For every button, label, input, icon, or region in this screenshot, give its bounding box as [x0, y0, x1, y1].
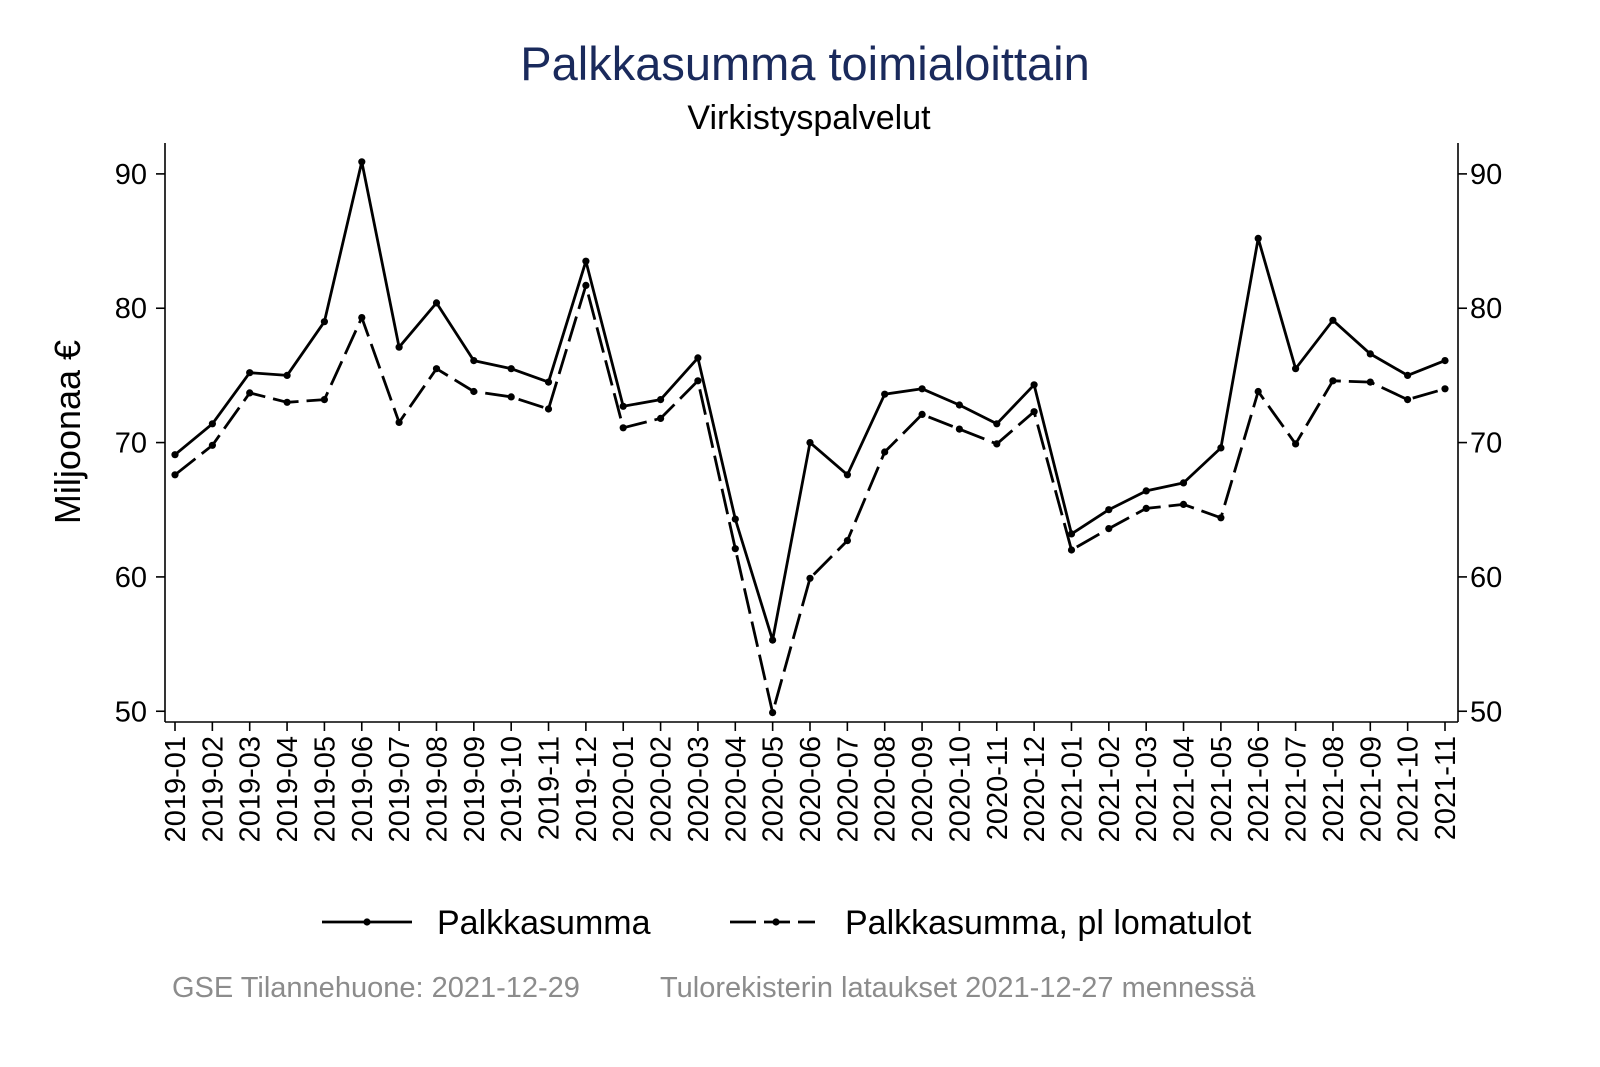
chart-title: Palkkasumma toimialoittain — [520, 37, 1090, 90]
x-tick-label: 2021-07 — [1280, 736, 1313, 843]
data-point-palkkasumma — [806, 439, 813, 446]
data-point-palkkasumma-pl-lomatulot — [1329, 377, 1336, 384]
data-point-palkkasumma — [1404, 372, 1411, 379]
data-point-palkkasumma — [956, 401, 963, 408]
data-point-palkkasumma — [545, 379, 552, 386]
data-point-palkkasumma-pl-lomatulot — [1217, 514, 1224, 521]
data-point-palkkasumma — [1105, 506, 1112, 513]
data-point-palkkasumma-pl-lomatulot — [433, 365, 440, 372]
data-point-palkkasumma-pl-lomatulot — [993, 440, 1000, 447]
x-tick-label: 2019-10 — [496, 736, 529, 843]
y-tick-label-right: 50 — [1470, 696, 1503, 729]
data-point-palkkasumma — [508, 365, 515, 372]
legend-item-palkkasumma — [322, 904, 651, 942]
x-tick-label: 2019-01 — [160, 736, 192, 843]
x-tick-label: 2021-09 — [1355, 736, 1388, 843]
data-point-palkkasumma — [1367, 350, 1374, 357]
y-tick-label-right: 80 — [1470, 293, 1503, 326]
x-tick-label: 2020-08 — [869, 736, 902, 843]
x-tick-label: 2020-07 — [832, 736, 865, 843]
x-tick-label: 2019-06 — [346, 736, 379, 843]
data-point-palkkasumma-pl-lomatulot — [956, 426, 963, 433]
data-point-palkkasumma-pl-lomatulot — [769, 709, 776, 716]
data-point-palkkasumma-pl-lomatulot — [508, 393, 515, 400]
x-tick-label: 2021-08 — [1317, 736, 1350, 843]
data-point-palkkasumma-pl-lomatulot — [246, 389, 253, 396]
data-point-palkkasumma-pl-lomatulot — [582, 282, 589, 289]
data-point-palkkasumma — [881, 391, 888, 398]
data-point-palkkasumma-pl-lomatulot — [881, 448, 888, 455]
series-palkkasumma — [171, 158, 1448, 644]
data-point-palkkasumma-pl-lomatulot — [732, 545, 739, 552]
x-tick-label: 2019-07 — [384, 736, 417, 843]
legend-solid-marker — [363, 918, 370, 925]
data-point-palkkasumma-pl-lomatulot — [470, 388, 477, 395]
x-tick-label: 2020-09 — [907, 736, 940, 843]
legend-item-palkkasumma-pl-lomatulot — [730, 904, 1252, 942]
data-point-palkkasumma — [1292, 365, 1299, 372]
data-point-palkkasumma — [620, 403, 627, 410]
x-tick-label: 2019-11 — [533, 736, 566, 841]
data-point-palkkasumma — [1217, 444, 1224, 451]
data-point-palkkasumma — [582, 258, 589, 265]
data-point-palkkasumma-pl-lomatulot — [806, 575, 813, 582]
data-point-palkkasumma-pl-lomatulot — [1292, 440, 1299, 447]
footer — [172, 972, 1256, 1004]
data-point-palkkasumma-pl-lomatulot — [657, 415, 664, 422]
data-point-palkkasumma — [657, 396, 664, 403]
footer-date-note: GSE Tilannehuone: 2021-12-29 — [172, 972, 580, 1004]
footer-source-note: Tulorekisterin lataukset 2021-12-27 mennessä — [660, 972, 1256, 1004]
y-tick-label-left: 80 — [114, 293, 147, 326]
data-point-palkkasumma-pl-lomatulot — [209, 442, 216, 449]
data-point-palkkasumma — [1329, 317, 1336, 324]
x-tick-label: 2019-04 — [272, 736, 305, 843]
chart-subtitle: Virkistyspalvelut — [687, 99, 931, 137]
data-point-palkkasumma — [694, 354, 701, 361]
data-point-palkkasumma — [246, 369, 253, 376]
data-point-palkkasumma — [993, 420, 1000, 427]
data-point-palkkasumma-pl-lomatulot — [171, 471, 178, 478]
data-point-palkkasumma — [732, 516, 739, 523]
legend-dashed-marker — [772, 918, 779, 925]
y-tick-label-right: 70 — [1470, 427, 1503, 460]
data-point-palkkasumma-pl-lomatulot — [1367, 379, 1374, 386]
series-line-palkkasumma-pl-lomatulot — [175, 285, 1445, 712]
x-tick-label: 2020-01 — [608, 736, 641, 843]
x-tick-label: 2020-10 — [944, 736, 977, 843]
data-point-palkkasumma — [919, 385, 926, 392]
x-tick-label: 2020-03 — [682, 736, 715, 843]
x-tick-label: 2019-02 — [197, 736, 230, 843]
data-point-palkkasumma-pl-lomatulot — [1180, 501, 1187, 508]
x-tick-label: 2021-01 — [1056, 736, 1089, 843]
x-tick-label: 2021-11 — [1430, 736, 1462, 841]
data-point-palkkasumma-pl-lomatulot — [321, 396, 328, 403]
data-point-palkkasumma-pl-lomatulot — [694, 377, 701, 384]
data-point-palkkasumma-pl-lomatulot — [1105, 525, 1112, 532]
data-point-palkkasumma-pl-lomatulot — [1441, 385, 1448, 392]
x-tick-label: 2020-05 — [757, 736, 790, 843]
data-point-palkkasumma-pl-lomatulot — [1143, 505, 1150, 512]
data-point-palkkasumma-pl-lomatulot — [919, 411, 926, 418]
data-point-palkkasumma — [321, 318, 328, 325]
x-tick-label: 2019-09 — [458, 736, 491, 843]
data-point-palkkasumma — [396, 344, 403, 351]
data-point-palkkasumma — [1441, 357, 1448, 364]
x-tick-label: 2019-03 — [234, 736, 267, 843]
legend-label-palkkasumma-pl-lomatulot: Palkkasumma, pl lomatulot — [845, 904, 1252, 942]
y-tick-label-left: 50 — [114, 696, 147, 729]
data-point-palkkasumma — [470, 357, 477, 364]
x-tick-label: 2020-04 — [720, 736, 753, 843]
data-point-palkkasumma — [284, 372, 291, 379]
x-tick-label: 2020-12 — [1019, 736, 1052, 843]
y-tick-label-right: 90 — [1470, 158, 1503, 191]
data-point-palkkasumma — [433, 299, 440, 306]
x-tick-label: 2019-08 — [421, 736, 454, 843]
data-point-palkkasumma — [1143, 487, 1150, 494]
data-point-palkkasumma — [769, 637, 776, 644]
data-point-palkkasumma — [844, 471, 851, 478]
plot-frame — [165, 143, 1458, 722]
axis-ticks — [115, 159, 1503, 843]
x-tick-label: 2021-05 — [1205, 736, 1238, 843]
y-tick-label-left: 60 — [114, 561, 147, 594]
x-tick-label: 2021-06 — [1243, 736, 1276, 843]
y-tick-label-right: 60 — [1470, 561, 1503, 594]
legend — [322, 904, 1252, 942]
x-tick-label: 2020-11 — [981, 736, 1014, 841]
y-tick-label-left: 70 — [114, 427, 147, 460]
x-tick-label: 2021-02 — [1093, 736, 1126, 843]
x-tick-label: 2021-03 — [1131, 736, 1164, 843]
x-tick-label: 2021-04 — [1168, 736, 1201, 843]
data-point-palkkasumma — [1255, 235, 1262, 242]
data-point-palkkasumma-pl-lomatulot — [1255, 388, 1262, 395]
x-tick-label: 2019-12 — [570, 736, 603, 843]
x-tick-label: 2020-02 — [645, 736, 678, 843]
data-point-palkkasumma-pl-lomatulot — [545, 405, 552, 412]
y-axis-label: Miljoonaa € — [47, 339, 88, 525]
series-layer — [171, 158, 1448, 716]
data-point-palkkasumma-pl-lomatulot — [284, 399, 291, 406]
data-point-palkkasumma-pl-lomatulot — [396, 419, 403, 426]
series-palkkasumma-pl-lomatulot — [171, 282, 1448, 716]
x-tick-label: 2020-06 — [795, 736, 827, 843]
y-tick-label-left: 90 — [114, 158, 147, 191]
data-point-palkkasumma-pl-lomatulot — [844, 537, 851, 544]
data-point-palkkasumma — [171, 451, 178, 458]
data-point-palkkasumma — [358, 158, 365, 165]
data-point-palkkasumma-pl-lomatulot — [358, 314, 365, 321]
data-point-palkkasumma-pl-lomatulot — [620, 424, 627, 431]
data-point-palkkasumma-pl-lomatulot — [1068, 546, 1075, 553]
x-tick-label: 2021-10 — [1392, 736, 1425, 843]
data-point-palkkasumma — [209, 420, 216, 427]
data-point-palkkasumma-pl-lomatulot — [1031, 408, 1038, 415]
data-point-palkkasumma — [1031, 381, 1038, 388]
legend-label-palkkasumma: Palkkasumma — [437, 904, 651, 942]
data-point-palkkasumma — [1180, 479, 1187, 486]
x-tick-label: 2019-05 — [309, 736, 342, 843]
data-point-palkkasumma-pl-lomatulot — [1404, 396, 1411, 403]
